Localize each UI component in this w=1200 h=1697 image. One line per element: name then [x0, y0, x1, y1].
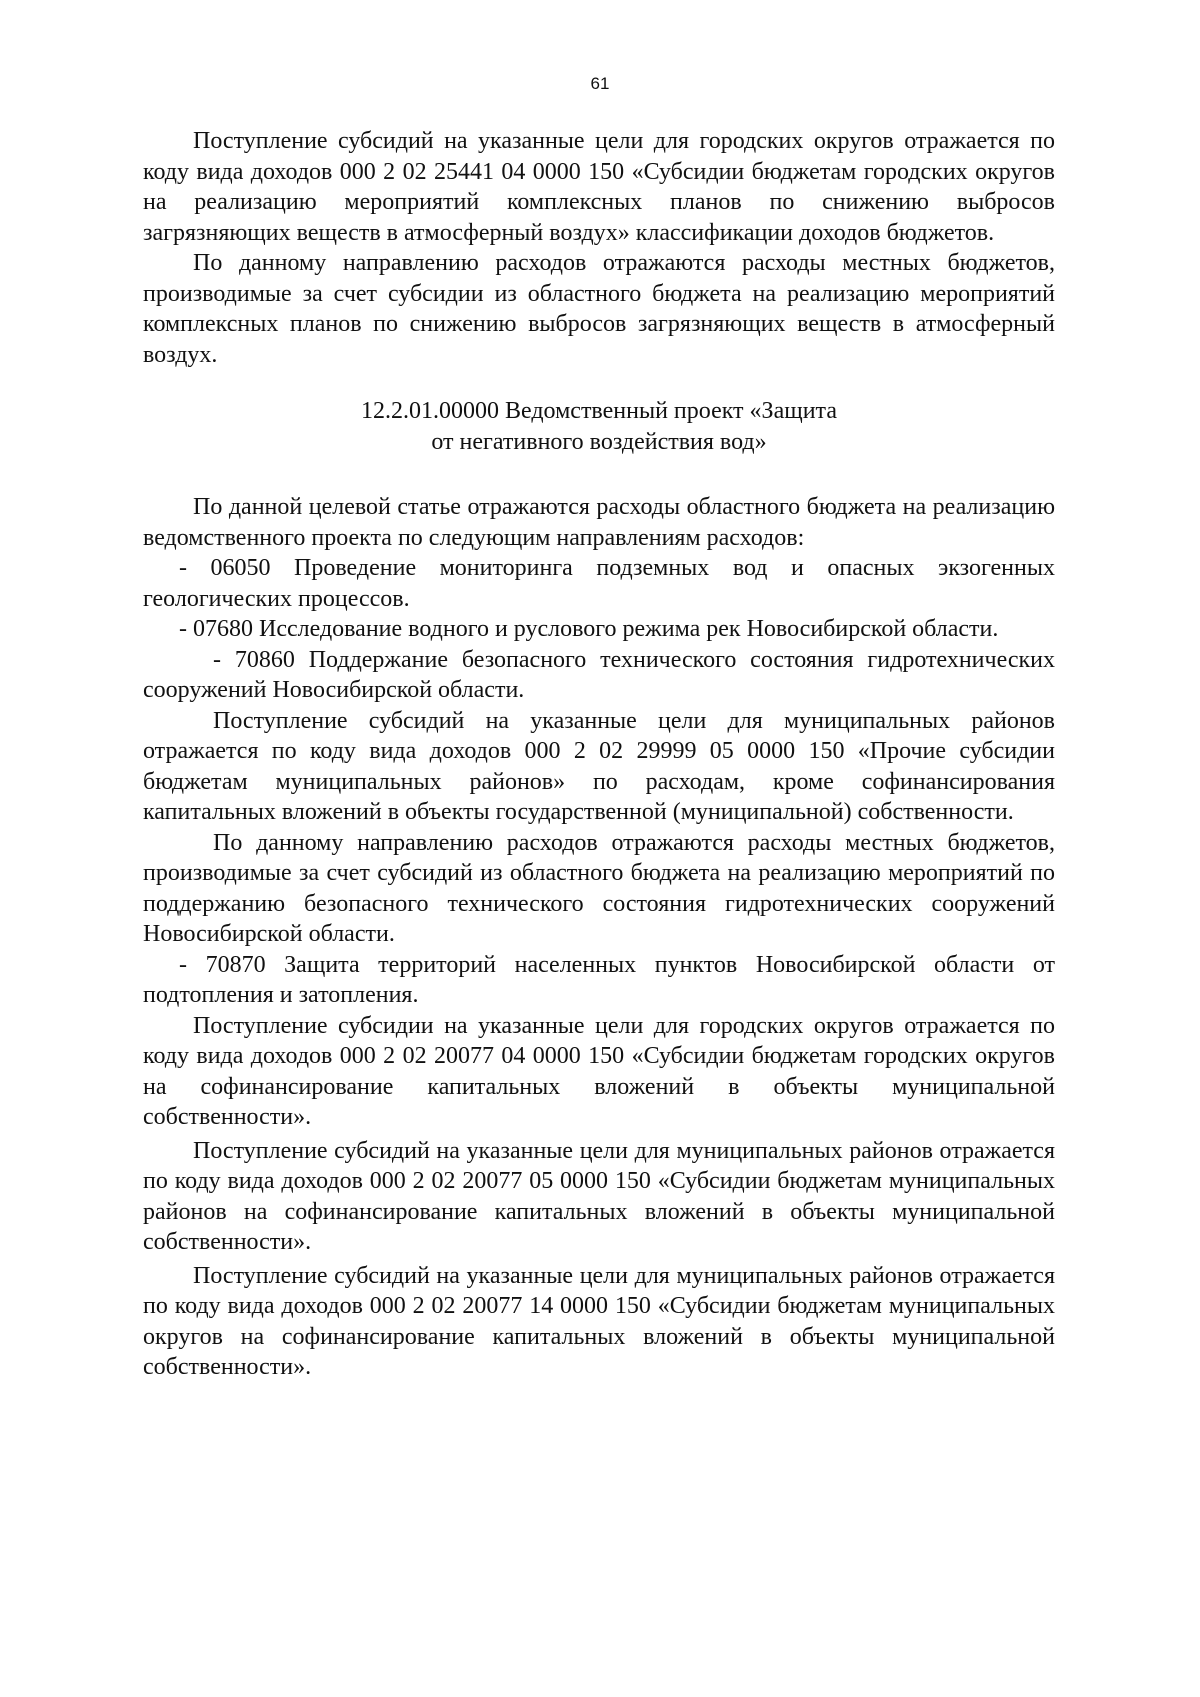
- paragraph-subsidy-receipt-urban-air: Поступление субсидий на указанные цели для городских округов отражается по коду вида доходов 000 2 02 25441 04 0000 150 «Субсидии бюджетам городских округов на реализацию мероприятий комплексных планов по снижению выбросов загрязняющих веществ в атмосферный воздух» классификации доходов бюджетов.: [143, 128, 1055, 246]
- paragraph-70870-districts-receipt: Поступление субсидий на указанные цели для муниципальных районов отражается по коду вида доходов 000 2 02 20077 05 0000 150 «Субсидии бюджетам муниципальных районов на софинансирование капитальных вложений в объекты муниципальной собственности».: [143, 1137, 1055, 1255]
- paragraph-intro: По данной целевой статье отражаются расходы областного бюджета на реализацию ведомственного проекта по следующим направлениям расходов:: [143, 494, 1055, 551]
- list-item-70860: - 70860 Поддержание безопасного технического состояния гидротехнических сооружений Новосибирской области.: [143, 646, 1055, 703]
- section-heading-line-2: от негативного воздействия вод»: [431, 429, 767, 455]
- paragraph-70860-local-expenses: По данному направлению расходов отражаются расходы местных бюджетов, производимые за счет субсидий из областного бюджета на реализацию мероприятий по поддержанию безопасного технического состояния гидротехнических сооружений Новосибирской области.: [143, 829, 1055, 947]
- document-body: [143, 126, 1055, 1383]
- section-heading-line-1: 12.2.01.00000 Ведомственный проект «Защита: [361, 398, 837, 424]
- paragraph-70870-okrugs-receipt: Поступление субсидий на указанные цели для муниципальных районов отражается по коду вида доходов 000 2 02 20077 14 0000 150 «Субсидии бюджетам муниципальных округов на софинансирование капитальных вложений в объекты муниципальной собственности».: [143, 1262, 1055, 1380]
- paragraph-70870-urban-receipt: Поступление субсидии на указанные цели для городских округов отражается по коду вида доходов 000 2 02 20077 04 0000 150 «Субсидии бюджетам городских округов на софинансирование капитальных вложений в объекты муниципальной собственности».: [143, 1012, 1055, 1130]
- list-item-70870: - 70870 Защита территорий населенных пунктов Новосибирской области от подтопления и затопления.: [143, 951, 1055, 1008]
- paragraph-70860-subsidy-receipt: Поступление субсидий на указанные цели для муниципальных районов отражается по коду вида доходов 000 2 02 29999 05 0000 150 «Прочие субсидии бюджетам муниципальных районов» по расходам, кроме софинансирования капитальных вложений в объекты государственной (муниципальной) собственности.: [143, 707, 1055, 825]
- page-number: 61: [590, 74, 610, 93]
- section-heading: [143, 396, 1055, 458]
- list-item-07680: - 07680 Исследование водного и руслового режима рек Новосибирской области.: [179, 616, 999, 642]
- list-item-06050: - 06050 Проведение мониторинга подземных вод и опасных экзогенных геологических процессов.: [143, 555, 1055, 612]
- paragraph-local-budget-expenses-air: По данному направлению расходов отражаются расходы местных бюджетов, производимые за счет субсидии из областного бюджета на реализацию мероприятий комплексных планов по снижению выбросов загрязняющих веществ в атмосферный воздух.: [143, 250, 1055, 368]
